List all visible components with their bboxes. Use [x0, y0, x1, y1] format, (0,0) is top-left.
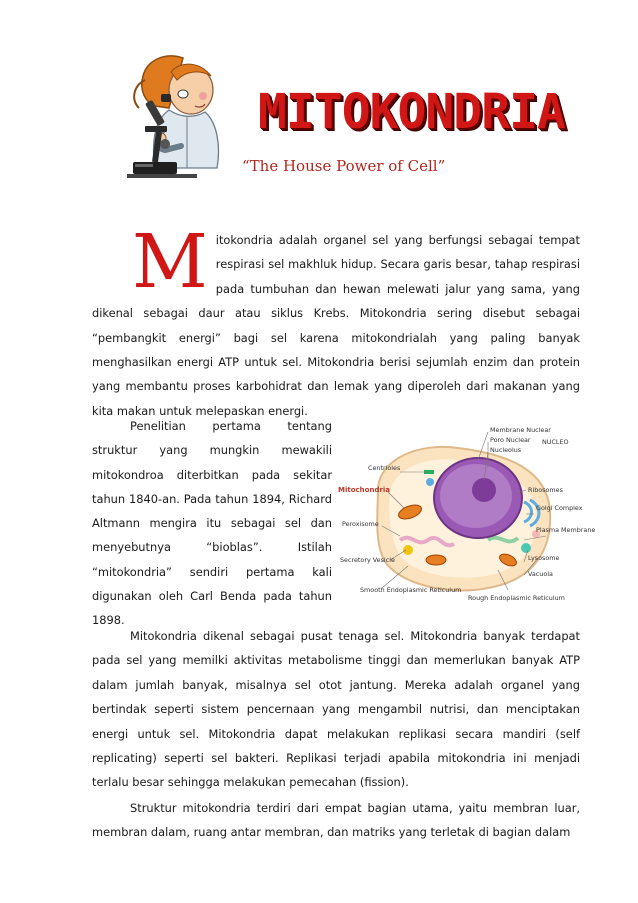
label-membrane-nuclear: Membrane Nuclear	[490, 426, 551, 434]
intro-text: itokondria adalah organel sel yang berfungsi sebagai tempat respirasi sel makhluk hidup. Secara garis besar, tahap respirasi pada tumbuhan dan hewan melewati jalur yang sama, yang dikenal sebagai daur atau siklus Krebs. Mitokondria sering disebut sebagai “pembangkit energi” bagi sel karena mitokondrialah yang paling banyak menghasilkan energi ATP untuk sel. Mitokondria berisi sejumlah enzim dan protein yang membantu proses karbohidrat dan lemak yang diperoleh dari makanan yang kita makan untuk melepaskan energi.	[92, 233, 580, 418]
label-rough-er: Rough Endoplasmic Reticulum	[468, 594, 565, 602]
drop-cap-letter: M	[132, 219, 208, 305]
label-nucleo: NUCLEO	[542, 438, 569, 446]
label-mitochondria: Mitochondria	[338, 486, 391, 494]
label-plasma-membrane: Plasma Membrane	[536, 526, 596, 534]
label-golgi: Golgi Complex	[536, 504, 583, 512]
label-poro-nuclear: Poro Nuclear	[490, 436, 531, 444]
intro-paragraph	[92, 219, 580, 423]
label-ribosomes: Ribosomes	[528, 486, 563, 494]
page-subtitle: “The House Power of Cell”	[242, 157, 446, 175]
history-paragraph: Penelitian pertama tentang struktur yang mungkin mewakili mitokondroa diterbitkan pada sekitar tahun 1840-an. Pada tahun 1894, Richard Altmann mengira itu sebagai sel dan menyebutnya “bioblas”. Istilah “mitokondria” sendiri pertama kali digunakan oleh Carl Benda pada tahun 1898.	[92, 419, 332, 628]
header	[0, 0, 638, 200]
label-centrioles: Centrioles	[368, 464, 401, 472]
animal-cell-diagram	[338, 420, 596, 615]
label-peroxisome: Peroxisome	[342, 520, 379, 528]
body-paragraph-2: Struktur mitokondria terdiri dari empat bagian utama, yaitu membran luar, membran dalam, ruang antar membran, dan matriks yang terletak di bagian dalam	[92, 801, 580, 840]
label-nucleolus: Nucleolus	[490, 446, 522, 454]
label-secretory-vesicle: Secretory Vesicle	[340, 556, 395, 564]
label-smooth-er: Smooth Endoplasmic Reticulum	[360, 586, 462, 594]
label-lysosome: Lysosome	[528, 554, 560, 562]
body-paragraph-1: Mitokondria dikenal sebagai pusat tenaga sel. Mitokondria banyak terdapat pada sel yang memilki aktivitas metabolisme tinggi dan memerlukan banyak ATP dalam jumlah banyak, misalnya sel otot jantung. Mereka adalah organel yang bertindak seperti sistem pencernaan yang mengambil nutrisi, dan menciptakan energi untuk sel. Mitokondria dapat melakukan replikasi secara mandiri (self replicating) seperti sel bakteri. Replikasi terjadi apabila mitokondria ini menjadi terlalu besar sehingga melakukan pemecahan (fission).	[92, 629, 580, 790]
page-title: MITOKONDRIA	[258, 84, 565, 140]
label-vacuola: Vacuola	[528, 570, 553, 578]
scientist-with-microscope-icon	[125, 50, 255, 192]
